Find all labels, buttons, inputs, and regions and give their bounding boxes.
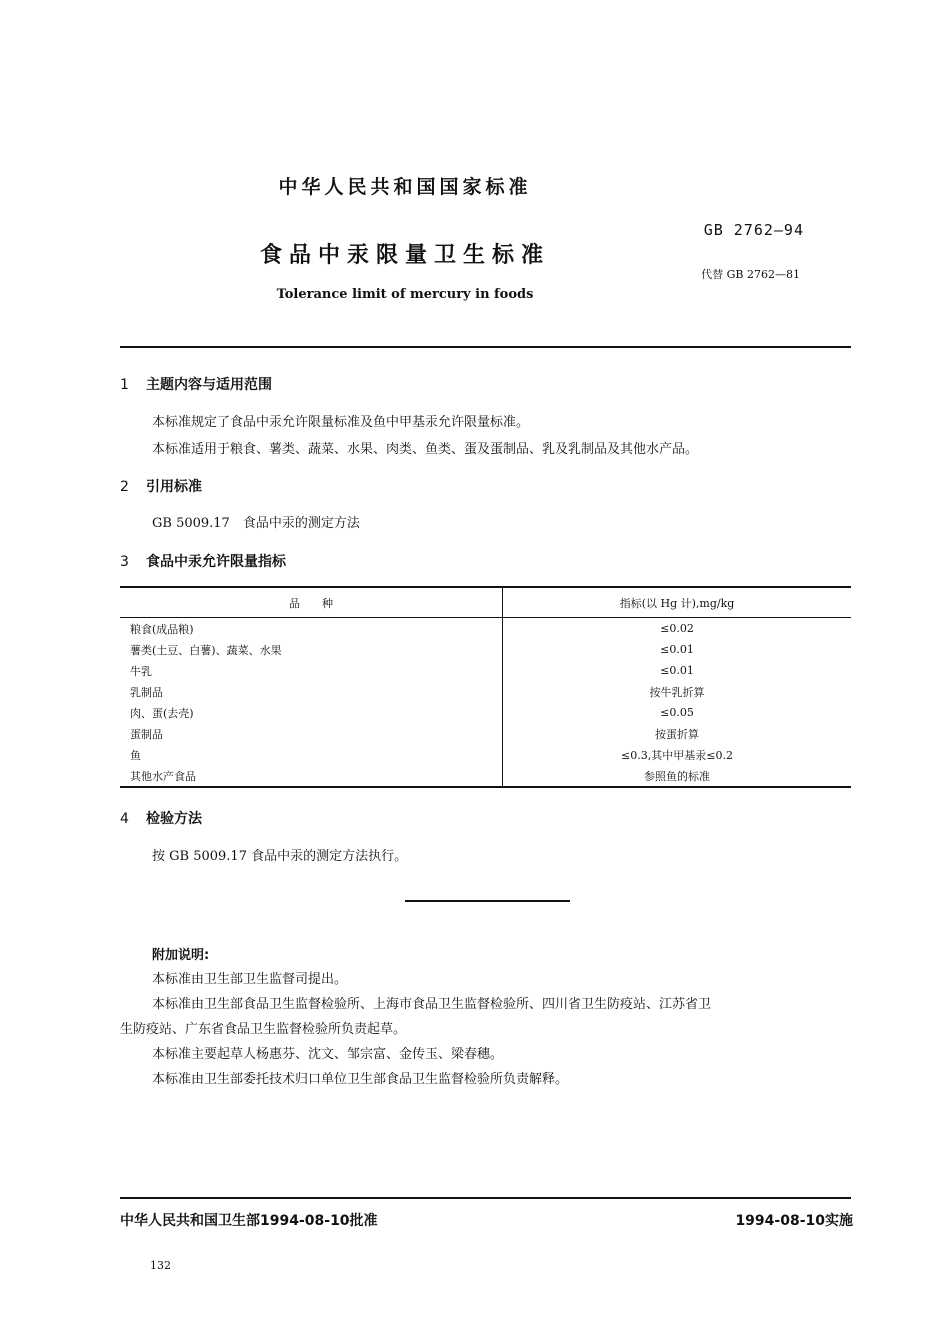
- section-1-paragraph-1: 本标准规定了食品中汞允许限量标准及鱼中甲基汞允许限量标准。: [152, 415, 530, 430]
- national-standard-heading: 中华人民共和国国家标准: [278, 176, 532, 198]
- header-divider: [120, 346, 851, 348]
- table-row: [120, 702, 851, 723]
- limit-value: ≤0.01: [660, 664, 694, 677]
- footer-divider: [120, 1197, 851, 1199]
- section-4-paragraph-1: 按 GB 5009.17 食品中汞的测定方法执行。: [152, 849, 408, 864]
- document-title-cn: 食品中汞限量卫生标准: [259, 243, 550, 268]
- food-category: 薯类(土豆、白薯)、蔬菜、水果: [120, 639, 503, 660]
- food-category: 粮食(成品粮): [120, 618, 503, 640]
- section-title: 食品中汞允许限量指标: [146, 554, 286, 570]
- section-title: 检验方法: [146, 811, 202, 827]
- note-line-5: 本标准由卫生部委托技术归口单位卫生部食品卫生监督检验所负责解释。: [152, 1072, 569, 1087]
- section-1-paragraph-2: 本标准适用于粮食、薯类、蔬菜、水果、肉类、鱼类、蛋及蛋制品、乳及乳制品及其他水产品。: [152, 442, 699, 457]
- section-2-heading: [120, 476, 202, 496]
- approval-line: 中华人民共和国卫生部1994-08-10批准: [120, 1213, 378, 1229]
- section-number: 2: [120, 479, 129, 495]
- section-title: 引用标准: [146, 479, 202, 495]
- limit-value: 参照鱼的标准: [644, 769, 710, 783]
- food-category: 牛乳: [120, 660, 503, 681]
- section-number: 3: [120, 554, 129, 570]
- replaces-standard: 代替 GB 2762—81: [701, 268, 800, 281]
- section-number: 1: [120, 377, 129, 393]
- limit-value: 按蛋折算: [655, 727, 699, 741]
- limit-value: 按牛乳折算: [649, 685, 705, 699]
- header-food-type: 品 种: [120, 587, 503, 618]
- table-row: [120, 744, 851, 765]
- food-category: 鱼: [120, 744, 503, 765]
- table-row: [120, 723, 851, 744]
- limit-value: ≤0.01: [660, 643, 694, 656]
- limit-value: ≤0.05: [660, 706, 694, 719]
- food-category: 乳制品: [120, 681, 503, 702]
- section-4-heading: [120, 808, 202, 828]
- note-line-2: 本标准由卫生部食品卫生监督检验所、上海市食品卫生监督检验所、四川省卫生防疫站、江苏省卫: [152, 997, 712, 1012]
- end-of-text-divider: [405, 900, 570, 902]
- note-line-3: 生防疫站、广东省食品卫生监督检验所负责起草。: [120, 1022, 407, 1037]
- section-title: 主题内容与适用范围: [146, 377, 272, 393]
- section-3-heading: [120, 551, 286, 571]
- standard-number: GB 2762—94: [703, 221, 804, 239]
- food-category: 其他水产食品: [120, 765, 503, 787]
- limit-value: ≤0.3,其中甲基汞≤0.2: [621, 748, 733, 762]
- table-row: [120, 681, 851, 702]
- section-1-heading: [120, 374, 272, 394]
- note-line-1: 本标准由卫生部卫生监督司提出。: [152, 972, 348, 987]
- table-row: [120, 618, 851, 640]
- food-category: 肉、蛋(去壳): [120, 702, 503, 723]
- header-limit: 指标(以 Hg 计),mg/kg: [503, 587, 852, 618]
- food-category: 蛋制品: [120, 723, 503, 744]
- section-number: 4: [120, 811, 129, 827]
- note-line-4: 本标准主要起草人杨惠芬、沈文、邹宗富、金传玉、梁春穗。: [152, 1047, 504, 1062]
- notes-heading: 附加说明:: [152, 948, 210, 963]
- page-number: 132: [150, 1259, 171, 1272]
- table-row: [120, 660, 851, 681]
- table-header-row: [120, 587, 851, 618]
- document-title-en: Tolerance limit of mercury in foods: [276, 287, 534, 302]
- mercury-limits-table: [120, 586, 851, 788]
- section-2-paragraph-1: GB 5009.17 食品中汞的测定方法: [152, 516, 360, 531]
- table-row: [120, 765, 851, 787]
- effective-date: 1994-08-10实施: [735, 1213, 853, 1229]
- limit-value: ≤0.02: [660, 622, 694, 635]
- table-row: [120, 639, 851, 660]
